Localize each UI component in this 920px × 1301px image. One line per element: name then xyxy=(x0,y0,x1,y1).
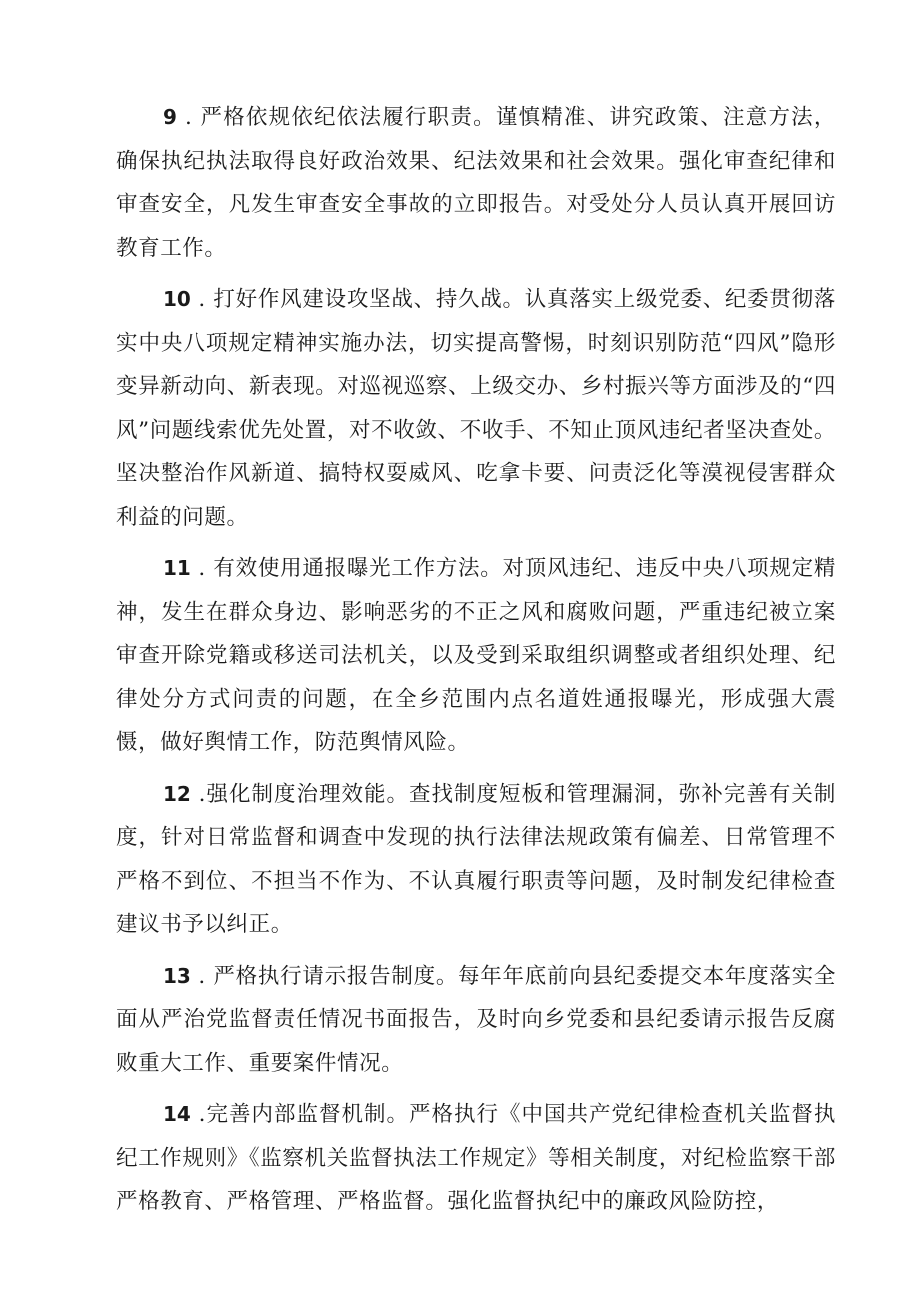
paragraph-text: . 严格依规依纪依法履行职责。谨慎精准、讲究政策、注意方法，确保执纪执法取得良好政治效果、纪法效果和社会效果。强化审查纪律和审查安全，凡发生审查安全事故的立即报告。对受处分人员认真开展回访教育工作。 xyxy=(116,105,836,261)
paragraph-text: .强化制度治理效能。查找制度短板和管理漏洞，弥补完善有关制度，针对日常监督和调查中发现的执行法律法规政策有偏差、日常管理不严格不到位、不担当不作为、不认真履行职责等问题，及时制发纪律检查建议书予以纠正。 xyxy=(116,781,836,937)
paragraph-12 xyxy=(116,773,836,947)
paragraph-14 xyxy=(116,1093,836,1224)
paragraph-text: . 打好作风建设攻坚战、持久战。认真落实上级党委、纪委贯彻落实中央八项规定精神实施办法，切实提高警惕，时刻识别防范“四风”隐形变异新动向、新表现。对巡视巡察、上级交办、乡村振兴等方面涉及的“四风”问题线索优先处置，对不收敛、不收手、不知止顶风违纪者坚决查处。坚决整治作风新道、搞特权耍威风、吃拿卡要、问责泛化等漠视侵害群众利益的问题。 xyxy=(116,287,836,530)
paragraph-number: 11 xyxy=(163,556,191,580)
paragraph-number: 9 xyxy=(163,105,177,129)
paragraph-text: . 严格执行请示报告制度。每年年底前向县纪委提交本年度落实全面从严治党监督责任情况书面报告，及时向乡党委和县纪委请示报告反腐败重大工作、重要案件情况。 xyxy=(116,963,836,1076)
paragraph-number: 13 xyxy=(163,963,191,988)
paragraph-10 xyxy=(116,278,836,539)
paragraph-9 xyxy=(116,96,836,270)
paragraph-number: 14 xyxy=(163,1102,191,1126)
paragraph-number: 12 xyxy=(163,781,191,806)
paragraph-text: . 有效使用通报曝光工作方法。对顶风违纪、违反中央八项规定精神，发生在群众身边、影响恶劣的不正之风和腐败问题，严重违纪被立案审查开除党籍或移送司法机关，以及受到采取组织调整或者组织处理、纪律处分方式问责的问题，在全乡范围内点名道姓通报曝光，形成强大震慑，做好舆情工作，防范舆情风险。 xyxy=(116,556,836,755)
paragraph-13 xyxy=(116,955,836,1086)
paragraph-text: .完善内部监督机制。严格执行《中国共产党纪律检查机关监督执纪工作规则》《监察机关监督执法工作规定》等相关制度，对纪检监察干部严格教育、严格管理、严格监督。强化监督执纪中的廉政风险防控， xyxy=(116,1102,836,1214)
paragraph-11 xyxy=(116,547,836,765)
paragraph-number: 10 xyxy=(163,287,191,311)
document-page xyxy=(116,96,836,1232)
